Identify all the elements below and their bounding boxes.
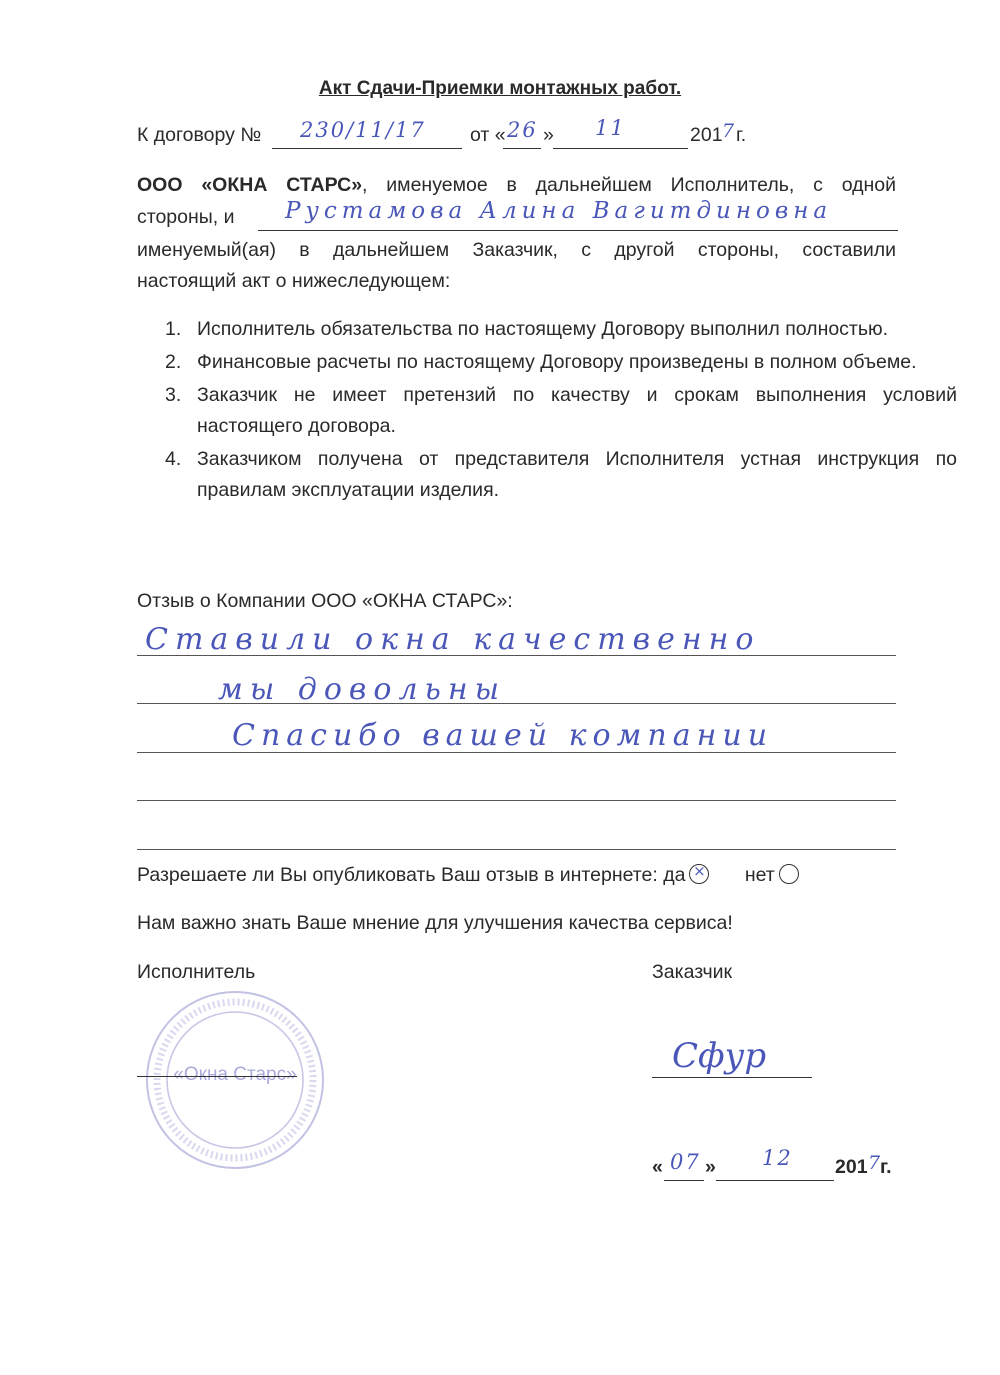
term-number: 3. [165,384,182,406]
executor-label: Исполнитель [137,961,256,983]
term-item-4 [165,444,957,506]
publish-no-checkbox[interactable] [779,864,799,884]
customer-name: Рустамова Алина Вагитдиновна [285,198,833,224]
term-item-3 [165,380,957,442]
contract-year-end: г. [736,124,747,146]
intro-line-3: именуемый(ая) в дальнейшем Заказчик, с другой стороны, составили [137,239,896,261]
term-number: 2. [165,351,182,373]
sign-date-close: » [705,1156,716,1178]
contract-number-line [272,148,462,149]
intro-line-1 [137,174,896,197]
checked-x-icon: × [693,862,706,880]
review-text-1: Ставили окна качественно [145,622,761,657]
executor-signature-line [137,1076,297,1077]
service-note: Нам важно знать Ваше мнение для улучшения качества сервиса! [137,912,733,934]
contract-month-line [553,148,688,149]
review-label: Отзыв о Компании ООО «ОКНА СТАРС»: [137,590,513,612]
term-item-1 [165,314,957,345]
sign-day-line [664,1180,704,1181]
sign-day: 07 [670,1150,701,1174]
intro-line-2-prefix: стороны, и [137,206,235,228]
contract-date-from: от « [470,124,506,146]
customer-signature-line [652,1077,812,1078]
contract-day: 26 [507,118,538,142]
company-stamp [140,985,330,1175]
customer-name-line [258,230,898,231]
term-text: Исполнитель обязательства по настоящему Договору выполнил полностью. [197,318,889,340]
contract-prefix: К договору № [137,124,262,146]
sign-year-suffix: 7 [868,1152,883,1174]
term-text: Заказчиком получена от представителя Исполнителя устная инструкция по правилам эксплуатации изделия. [197,448,957,501]
terms-list [137,314,957,508]
review-text-3: Спасибо вашей компании [232,718,774,753]
sign-month-line [716,1180,834,1181]
term-number: 1. [165,318,182,340]
review-text-2: мы довольны [218,672,507,707]
contract-day-line [503,148,541,149]
contract-month: 11 [595,116,626,140]
contract-number: 230/11/17 [300,118,426,142]
term-item-2 [165,347,957,378]
intro-line-1-rest: , именуемое в дальнейшем Исполнитель, с одной [362,174,896,196]
intro-line-4: настоящий акт о нижеследующем: [137,270,451,292]
publish-yes-checkbox[interactable] [689,864,709,884]
contract-year-suffix: 7 [722,120,737,142]
term-number: 4. [165,448,182,470]
sign-date-open: « [652,1156,663,1178]
review-line-5 [137,849,896,850]
publish-no-label: нет [744,864,775,886]
review-line-4 [137,800,896,801]
publish-question-text: Разрешаете ли Вы опубликовать Ваш отзыв в интернете: да [137,864,686,886]
publish-question [137,864,799,887]
term-text: Заказчик не имеет претензий по качеству и срокам выполнения условий настоящего договора. [197,384,957,437]
sign-year-prefix: 201 [835,1156,868,1178]
company-name: ООО «ОКНА СТАРС» [137,174,363,196]
contract-day-close: » [543,124,554,146]
contract-year-prefix: 201 [690,124,723,146]
sign-month: 12 [762,1146,793,1170]
document-title: Акт Сдачи-Приемки монтажных работ. [318,78,682,99]
customer-signature: Сфур [672,1036,767,1076]
term-text: Финансовые расчеты по настоящему Договору произведены в полном объеме. [197,351,917,373]
sign-year-end: г. [880,1156,892,1178]
stamp-text: «Окна Старс» [173,1064,297,1085]
customer-label: Заказчик [652,961,733,983]
